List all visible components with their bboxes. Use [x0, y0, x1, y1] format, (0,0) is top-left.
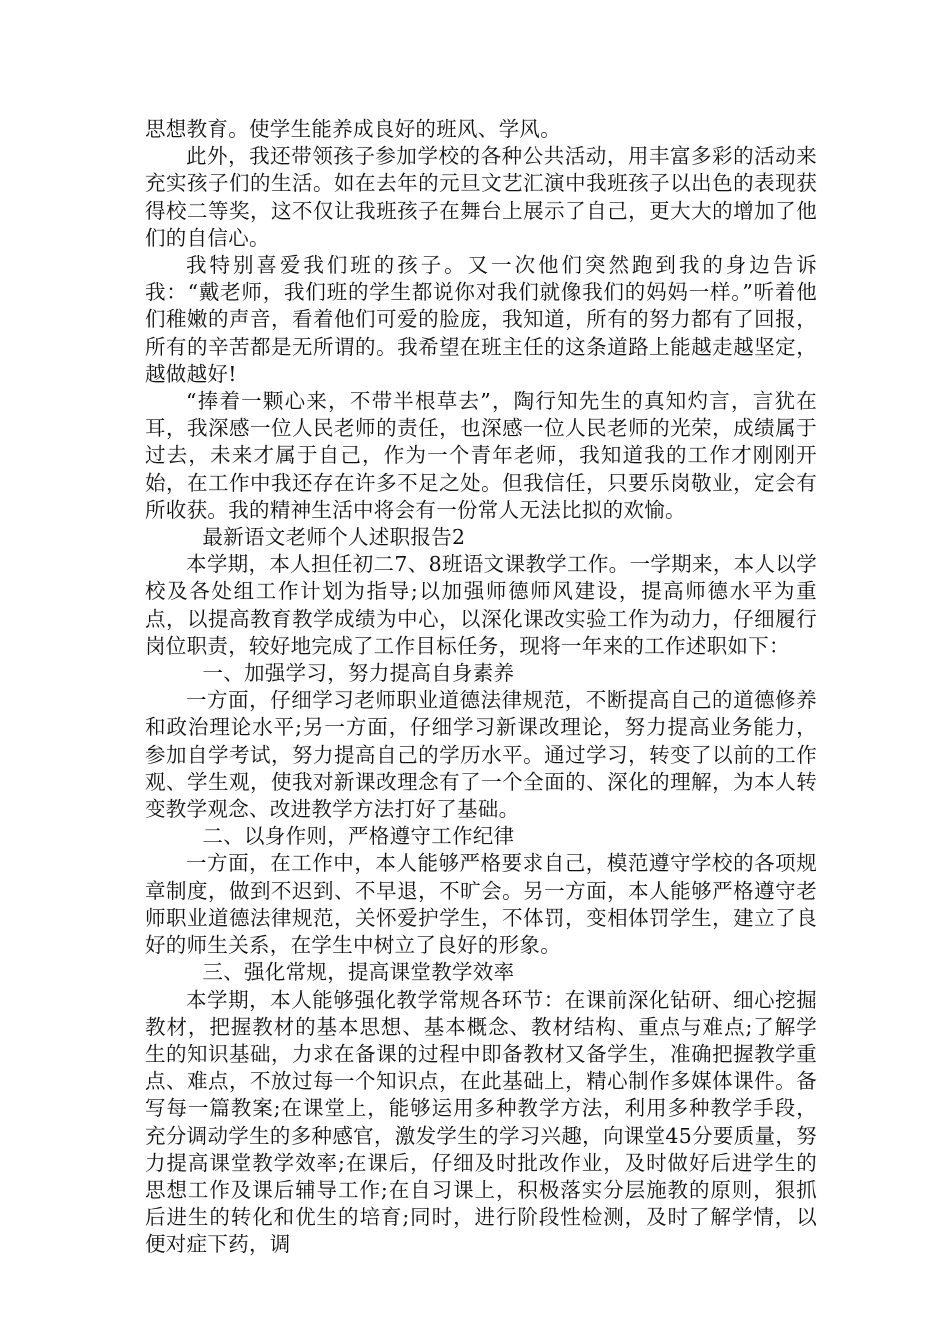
document-body — [145, 116, 817, 1259]
section-heading-1: 一、加强学习，努力提高自身素养 — [202, 661, 515, 686]
paragraph-semester-intro: 本学期，本人担任初二7、8班语文课教学工作。一学期来，本人以学校及各处组工作计划为指导;以加强师德师风建设，提高师德水平为重点，以提高教育教学成绩为中心，以深化课改实验工作为动力，仔细履行岗位职责，较好地完成了工作目标任务，现将一年来的工作述职如下： — [145, 552, 817, 658]
section-heading-3: 三、强化常规，提高课堂教学效率 — [202, 960, 515, 985]
paragraph-study: 一方面，仔细学习老师职业道德法律规范，不断提高自己的道德修养和政治理论水平;另一方面，仔细学习新课改理论，努力提高业务能力，参加自学考试，努力提高自己的学历水平。通过学习，转变了以前的工作观、学生观，使我对新课改理念有了一个全面的、深化的理解，为本人转变教学观念、改进教学方法打好了基础。 — [145, 688, 817, 822]
report-title-2: 最新语文老师个人述职报告2 — [202, 525, 466, 550]
paragraph-discipline: 一方面，在工作中，本人能够严格要求自己，模范遵守学校的各项规章制度，做到不迟到、不早退，不旷会。另一方面，本人能够严格遵守老师职业道德法律规范，关怀爱护学生，不体罚，变相体罚学生，建立了良好的师生关系，在学生中树立了良好的形象。 — [145, 851, 817, 958]
paragraph-tao-xingzhi-quote: “捧着一颗心来，不带半根草去”，陶行知先生的真知灼言，言犹在耳，我深感一位人民老师的责任，也深感一位人民老师的光荣，成绩属于过去，未来才属于自己，作为一个青年老师，我知道我的工作才刚刚开始，在工作中我还存在许多不足之处。但我信任，只要乐岗敬业，定会有所收获。我的精神生活中将会有一份常人无法比拟的欢愉。 — [145, 389, 817, 522]
paragraph-teaching-routine: 本学期，本人能够强化教学常规各环节：在课前深化钻研、细心挖掘教材，把握教材的基本思想、基本概念、教材结构、重点与难点;了解学生的知识基础，力求在备课的过程中即备教材又备学生，准确把握教学重点、难点，不放过每一个知识点，在此基础上，精心制作多媒体课件。备写每一篇教案;在课堂上，能够运用多种教学方法，利用多种教学手段，充分调动学生的多种感官，激发学生的学习兴趣，向课堂45分要质量，努力提高课堂教学效率;在课后，仔细及时批改作业，及时做好后进学生的思想工作及课后辅导工作;在自习课上，积极落实分层施教的原则，狠抓后进生的转化和优生的培育;同时，进行阶段性检测，及时了解学情，以便对症下药，调 — [145, 987, 817, 1257]
paragraph-activities: 此外，我还带领孩子参加学校的各种公共活动，用丰富多彩的活动来充实孩子们的生活。如在去年的元旦文艺汇演中我班孩子以出色的表现获得校二等奖，这不仅让我班孩子在舞台上展示了自己，更大大的增加了他们的自信心。 — [145, 144, 817, 250]
paragraph-continuation: 思想教育。使学生能养成良好的班风、学风。 — [145, 117, 561, 141]
section-heading-2: 二、以身作则，严格遵守工作纪律 — [202, 824, 515, 849]
paragraph-children: 我特别喜爱我们班的孩子。又一次他们突然跑到我的身边告诉我：“戴老师，我们班的学生都说你对我们就像我们的妈妈一样。”听着他们稚嫩的声音，看着他们可爱的脸庞，我知道，所有的努力都有了回报，所有的辛苦都是无所谓的。我希望在班主任的这条道路上能越走越坚定，越做越好! — [145, 253, 817, 386]
